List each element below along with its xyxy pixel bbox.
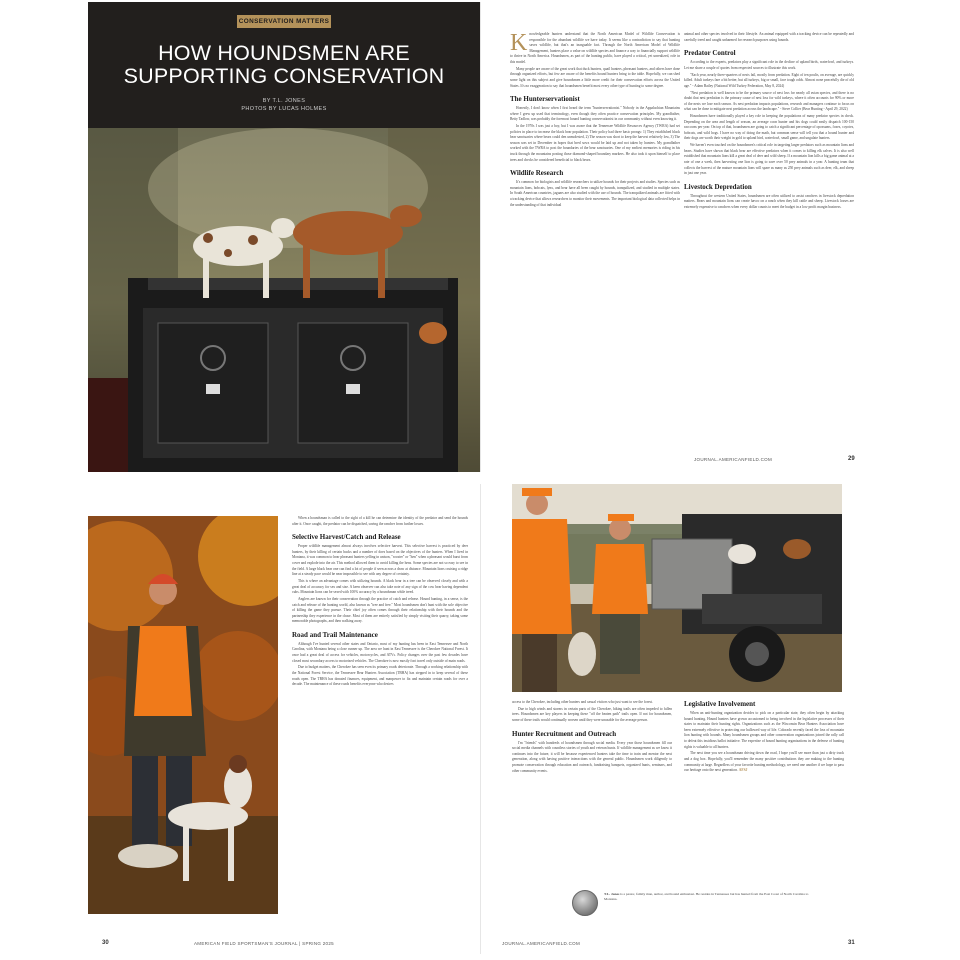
article-title: HOW HOUNDSMEN ARE SUPPORTING CONSERVATION	[123, 41, 445, 88]
paragraph: This is where an advantage comes with utilizing hounds. A black bear in a tree can be observed closely and with a great deal of accuracy for sex and size. A keen observer can also take note of any sign of the cow bear having dependent cubs. Mountain lions can be sexed with 100% accuracy by a houndsman while treed.	[292, 578, 468, 595]
top-column-1	[510, 32, 680, 448]
paragraph: According to the experts, predators play a significant role in the decline of upland birds, waterfowl, and turkeys. Let me share a couple of quotes from respected sources to illustrate this work.	[684, 60, 854, 70]
byline	[88, 97, 480, 113]
hunters-truck-photo	[512, 484, 842, 692]
quote-paragraph: "Nest predation is well known to be the primary source of nest loss for nearly all avian species, and there is no doubt that nest predation is the primary cause of nest loss for wild turkeys, where it often accounts for 90% or more of the nests we lose each season. As nest predation impacts populations, research and managers continue to focus on what can be done to mitigate nest predation across the landscape." - Steve Collier (Bear Hunting - April 29, 2022)	[684, 90, 854, 112]
spine-gutter	[480, 484, 481, 954]
top-column-2	[684, 32, 854, 448]
paragraph: Although I've hunted several other states and Ontario, most of my hunting has been in East Tennessee and North Carolina, with Montana being a close runner up. The area we hunt in East Tennessee is the Cherokee National Forest. It once had a great deal of access for vehicles, motorcycles, and ATVs. Policy changes over the past few decades have closed most secondary access to motorized vehicles. The Cherokee is now mostly foot travel only outside of main roads.	[292, 641, 468, 663]
bottom-column-1	[292, 516, 468, 940]
truck-dogs-photo	[88, 128, 480, 472]
author-bio	[572, 890, 817, 916]
paragraph: We haven't even touched on the houndsmen's critical role in targeting larger predators such as mountain lions and bears. Studies have shown that black bear are effective predators when it comes to killing elk calves. It is also well established that mountain lions kill a great deal of deer and wild sheep. If a mountain lion kills a big game animal at a rate of one a week, then harvesting one lion is going to save over 50 prey animals in a year. A hunting team that collects the harvest of the mature mountain lions will spare as many as 250 prey animals such as deer, elk, and sheep in just one year.	[684, 143, 854, 176]
paragraph: Due to budget matters, the Cherokee has seen even its primary roads deteriorate. Through a working relationship with the National Forest Service, the Tennessee Bear Hunters Association (TBHA) has stepped in to keep several of these roads open. The TBHA has donated finances, equipment, and manpower to fix and maintain certain roads for over a decade. The maintenance of these roads benefits everyone who desires	[292, 665, 468, 687]
subhead-wildlife-research: Wildlife Research	[510, 169, 564, 178]
paragraph: Throughout the western United States, houndsmen are often utilized to assist ranchers in livestock depredation matters. Bears and mountain lions can create havoc on a ranch when they kill cattle and sheep. Livestock losses are extremely expensive to ranchers when every dollar counts to meet the budget in a low profit margin business.	[684, 193, 854, 209]
page-number-left: 30	[102, 940, 109, 946]
subhead-hunterservationist: The Hunterservationist	[510, 95, 580, 104]
top-spread	[88, 2, 870, 472]
paragraph: Due to high winds and storms in certain parts of the Cherokee, hiking trails are often impeded to fallen trees. Houndsmen are key players in keeping these "off the beaten path" trails open. If not for houndsmen, some of these trails would continually worsen until they were unusable for the average person.	[512, 706, 672, 722]
section-kicker: CONSERVATION MATTERS	[237, 15, 331, 28]
subhead-selective-harvest: Selective Harvest/Catch and Release	[292, 533, 401, 542]
paragraph	[684, 751, 844, 773]
subhead-recruitment: Hunter Recruitment and Outreach	[512, 729, 617, 738]
bottom-column-2	[512, 700, 672, 900]
paragraph: It's common for biologists and wildlife researchers to utilize hounds for their projects and studies. Species such as mountain lions, bobcats, lynx, and bear have all been caught by hounds, tranquilized, and studied in multiple states. In South American countries, jaguars are also studied with the use of hounds. The tranquilized animals are fitted with a tracking device that allows researchers to monitor their movements. The important biological data collected helps in the understanding of that individual	[510, 180, 680, 207]
bottom-spread	[88, 484, 870, 954]
folio-magazine: AMERICAN FIELD SPORTSMAN'S JOURNAL | SPRING 2025	[194, 941, 334, 946]
spine-gutter	[480, 2, 481, 472]
paragraph: I'm "friends" with hundreds of houndsmen through social media. Every year those houndsmen fill our social media channels with countless stories of youth and veteran hunts. If wildlife management as we know it continues into the future, it will be because experienced hunters take the time to train and mentor the next generation, along with having positive interactions with the general public. Houndsmen work diligently to promote conservation through education and outreach, fundraising banquets, organized hunts, seminars, and other community events.	[512, 740, 672, 773]
paragraph: Honestly, I don't know when I first heard the term "hunterservationist." Nobody in the Appalachian Mountains where I grew up used that terminology, even though they often practice conservation principles. My grandfather, Betty Tadlow, was probably the foremost hound hunting conservationist in our community without even knowing it.	[510, 106, 680, 122]
header-block	[88, 2, 480, 128]
page-number: 29	[848, 456, 855, 462]
end-mark: AFSJ	[738, 768, 748, 773]
paragraph: Proper wildlife management almost always involves selective harvest. This selective harvest is practiced by deer hunters, by their killing of certain bucks and a number of does based on the objectives of the hunters. When I lived in Montana, it was common to hear pheasant hunters yelling in unison, "rooster" or "hen" when a pheasant would burst from cover and explode into the air. This method allowed them to avoid killing the hens. Some species are not so easy to see in the field. A large black bear one can find a lot of people if seen across a draw at distance. Mountain lions cruising a ridge line at a steady pace would be near impossible to see with any degree of certainty.	[292, 544, 468, 577]
paragraph: Anglers are known for their conservation through the practice of catch and release. Hound hunting, in a sense, is the catch and release of the hunting world, also known as "tree and free." Most houndsmen don't hunt with the sole objective of killing the game they pursue. Their chief joy often comes through their relationship with their hounds and the partnership they experience in the chase. Most of them are entirely satisfied by simply visiting their quarry, taking some memorable photographs, and then walking away.	[292, 596, 468, 624]
hunter-hounds-photo	[88, 516, 278, 914]
author-byline: BY T.L. JONES	[262, 98, 306, 104]
subhead-predator-control: Predator Control	[684, 49, 736, 58]
paragraph: In the 1970s I was just a boy, but I was aware that the Tennessee Wildlife Resources Agency (TWRA) had set policies in place to increase the black bear population. Their policy had three basic prongs: 1) They established black bear sanctuaries where bears could den unmolested, 2) The season was short to keep the harvest relatively low, 3) The season was set in December in hopes that bred sows would be laid up and not taken by hunters. My grandfather worked with the TWRA to post the boundaries of the bear sanctuaries. One of my earliest memories is riding in his truck through the mountains posting those diamond-shaped boundary markers. He also took it upon himself to place trees and checks he considered beneficial to black bears.	[510, 124, 680, 162]
folio-url: JOURNAL.AMERICANFIELD.COM	[694, 457, 773, 462]
page-number-right: 31	[848, 940, 855, 946]
drop-cap: K	[510, 32, 528, 56]
subhead-road-trail: Road and Trail Maintenance	[292, 630, 378, 639]
folio-url: JOURNAL.AMERICANFIELD.COM	[502, 941, 581, 946]
paragraph: When an anti-hunting organization decides to pick on a particular state, they often begin by attacking hound hunting. Hound hunters have grown accustomed to being involved in the legislative processes of their states to maintain their hunting rights. Organizations such as the Wisconsin Bear Hunters Association have been extremely effective in protecting our hallowed way of life. Colorado recently faced the loss of mountain lion hunting with hounds. Many houndsmen groups and other conservation organizations joined the rally call to defeat this insidious ballot initiative. The expertise of hound hunting organizations in the defense of hunting rights is valuable to all hunters.	[684, 711, 844, 749]
paragraph: access to the Cherokee, including other hunters and casual visitors who just want to see the forest.	[512, 700, 653, 704]
author-name: T.L. Jones	[604, 892, 620, 896]
quote-paragraph: "Each year, nearly three-quarters of nests fail, mostly from predation. Eight of ten poults, on average, are quickly killed. Adult turkeys fare a bit better, but all turkeys, big or small, face tough odds. Almost none peacefully die of old age." - Adam Bailey (National Wild Turkey Federation, May 8, 2024)	[684, 72, 854, 88]
subhead-livestock: Livestock Depredation	[684, 182, 752, 191]
closing-paragraph: The next time you see a houndsman driving down the road, I hope you'll see more than just a dirty truck and a dog box. Hopefully, you'll remember the many positive contributions they are making to the hunting community at large. Regardless of your favorite hunting methodology, we need one another if we hope to pass our heritage onto the next generation.	[684, 751, 844, 773]
subhead-legislative: Legislative Involvement	[684, 700, 756, 708]
bottom-column-3	[684, 700, 844, 900]
paragraph: When a houndsman is called to the sight of a kill he can determine the identity of the predator and send the hounds after it. Once caught, the predator can be dispatched, saving the rancher from further losses.	[292, 516, 468, 526]
author-description: is a pastor, family man, author, and hound enthusiast. He resides in Tennessee but has hunted from the East Coast of North Carolina to Montana.	[604, 892, 809, 901]
intro-paragraph: nowledgeable hunters understand that the North American Model of Wildlife Conservation is responsible for the abundant wildlife we have today. It seems like a contradiction to say that hunting saves wildlife, but that's an inarguable fact. Through the North American Model of Wildlife Management, hunters place a value on wildlife species and finance a way to financially support wildlife to thrive in North America. Houndsmen, as part of the hunting public, have played a critical, yet unrealized, role in this model.	[510, 32, 680, 64]
paragraph: animal and other species involved in their lifestyle. An animal equipped with a tracking device can be repeatedly and carefully treed and caught unharmed for research purposes using hounds.	[684, 32, 854, 42]
author-coin-image	[572, 890, 598, 916]
photo-credit: PHOTOS BY LUCAS HOLMES	[241, 106, 327, 112]
paragraph: Many people are aware of the great work that duck hunters, quail hunters, pheasant hunters, and others have done through organized efforts, but few are aware of the benefits hound hunters bring to the table. Hopefully, we can shed some light on this subject and give houndsmen a little more credit for their conservation efforts across the United States. It's no exaggeration to say that houndsmen benefit most every other type of hunting to some degree.	[510, 66, 680, 88]
author-bio-text	[604, 892, 814, 902]
paragraph: Houndsmen have traditionally played a key role in keeping the populations of many predator species in check. Depending on the area and length of season, an average coon hunter and his dogs could easily dispatch 100-150 raccoons per year. On top of that, houndsmen are going to catch a significant percentage of opossums, foxes, coyotes, bobcats, and wild hogs. I have no way of doing the math, but common sense will tell you that a hound hunter and their dogs are worth their weight in gold to upland bird, waterfowl, small game, and ungulate hunters.	[684, 114, 854, 141]
